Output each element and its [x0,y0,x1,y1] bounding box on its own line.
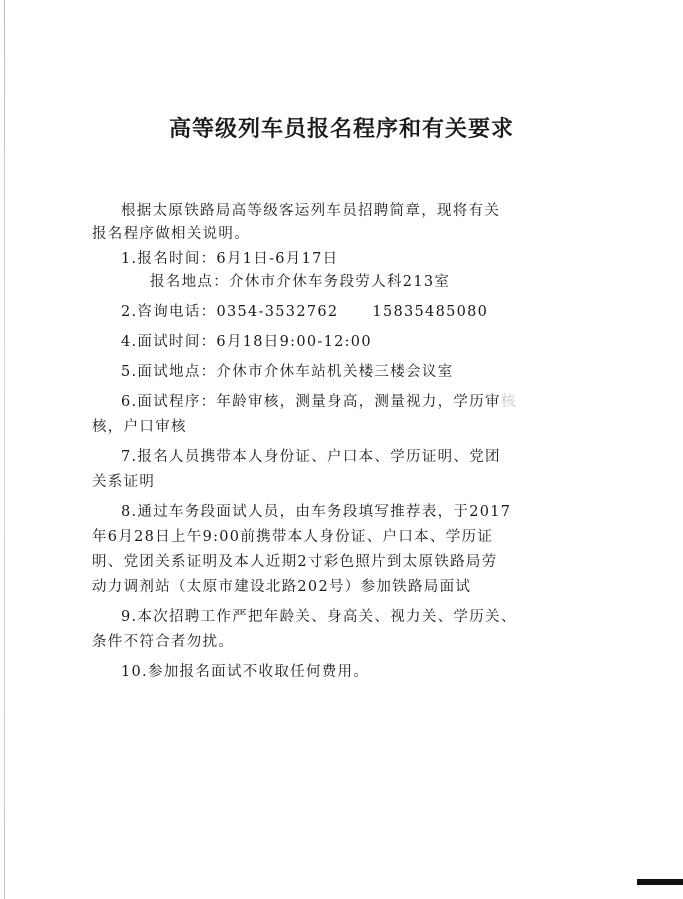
item-documents-line-1: 7.报名人员携带本人身份证、户口本、学历证明、党团 [121,449,501,465]
item-interview-place: 5.面试地点：介休市介休车站机关楼三楼会议室 [121,364,454,380]
item-interview-time: 4.面试时间：6月18日9:00-12:00 [121,334,372,350]
item-registration-time: 1.报名时间：6月1日-6月17日 [121,251,339,267]
item-passed-line-3: 明、党团关系证明及本人近期2寸彩色照片到太原铁路局劳 [92,554,498,570]
faint-bleed-text: 核 [500,394,517,410]
item-passed-line-1: 8.通过车务段面试人员，由车务段填写推荐表，于2017 [121,504,512,520]
item-passed-line-2: 年6月28日上午9:00前携带本人身份证、户口本、学历证 [92,529,494,545]
document-body [92,200,564,684]
item-passed-line-4: 动力调剂站（太原市建设北路202号）参加铁路局面试 [92,579,472,595]
item-strict-line-1: 9.本次招聘工作严把年龄关、身高关、视力关、学历关、 [121,609,517,625]
phone-landline: 0354-3532762 [216,304,339,320]
item-strict-line-2: 条件不符合者勿扰。 [92,634,235,650]
document-title: 高等级列车员报名程序和有关要求 [168,116,514,142]
intro-line-2: 报名程序做相关说明。 [92,226,250,242]
item-registration-place: 报名地点：介休市介休车务段劳人科213室 [150,274,451,290]
intro-line-1: 根据太原铁路局高等级客运列车员招聘简章，现将有关 [121,203,501,219]
consult-label: 2.咨询电话： [121,304,217,320]
item-documents-line-2: 关系证明 [92,474,156,490]
phone-mobile: 15835485080 [372,304,489,320]
item-procedure-line-2: 核，户口审核 [92,419,187,435]
item-procedure-line-1: 6.面试程序：年龄审核，测量身高，测量视力，学历审核 [121,394,517,410]
item-consult-phone [92,301,564,324]
item-no-fee: 10.参加报名面试不收取任何费用。 [121,664,370,680]
scan-artifact-bottom [637,879,683,885]
